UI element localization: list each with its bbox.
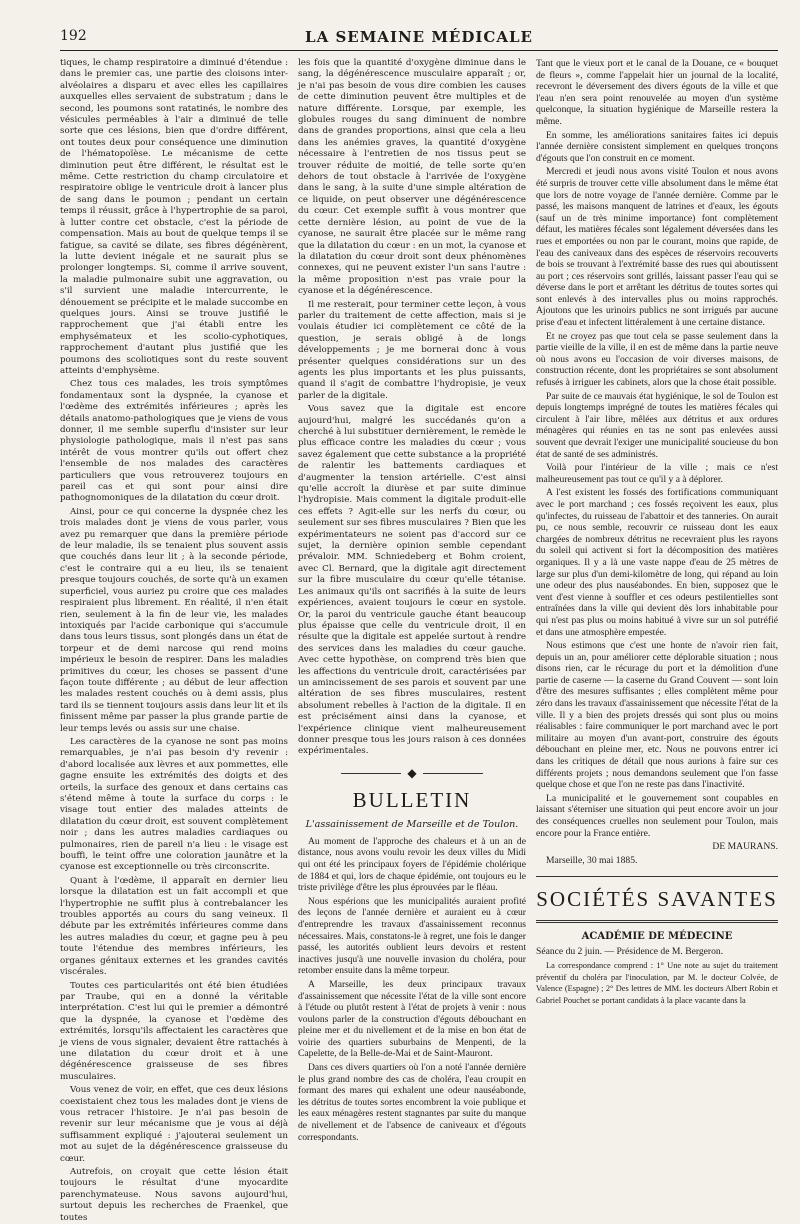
paragraph: En somme, les améliorations sanitaires faites ici depuis l'année dernière consistent simplement en quelques tronçons d'égouts que l'on construit en ce moment. (536, 129, 778, 164)
section-ornament: ◆ (298, 766, 526, 780)
bulletin-title: BULLETIN (352, 787, 472, 812)
paragraph: Vous venez de voir, en effet, que ces deux lésions coexistaient chez tous les malades dont je viens de vous retracer l'histoire. Je n'ai pas besoin de revenir sur leur mécanisme que je vous ai déjà suffisamment expliqué : j'ajouterai seulement un mot au sujet de la dégénérescence graisseuse du cœur. (60, 1085, 288, 1164)
paragraph: Toutes ces particularités ont été bien étudiées par Traube, qui en a donné la véritable interprétation. C'est lui qui le premier a démontré que la dyspnée, la cyanose et l'œdème des extrémités, lorsqu'ils affectaient les caractères que je viens de vous signaler, devaient être rattachés à une dilatation du cœur droit et à une dégénérescence graisseuse de ses fibres musculaires. (60, 980, 288, 1082)
signature: DE MAURANS. (712, 841, 778, 853)
journal-title: LA SEMAINE MÉDICALE (305, 28, 533, 46)
paragraph: tiques, le champ respiratoire a diminué d'étendue : dans le premier cas, une partie des cloisons inter-alvéolaires a disparu et avec elles les capillaires auxquelles elles servaient de substratum ; dans le second, les poumons sont ratatinés, le nombre des vésicules perméables à l'air a diminué de telle sorte que ces lésions, bien que d'ordre différent, ont toutes deux pour conséquence une diminution de l'hématopoïèse. Le mécanisme de cette diminution peut être différent, le résultat est le même. Cette restriction du champ circulatoire et respiratoire oblige le ventricule droit à lancer plus de sang dans le poumon ; pendant un certain temps il réussit, grâce à l'hypertrophie de sa paroi, à lutter contre cet obstacle, c'est la période de compensation. Mais au bout de quelque temps il se fatigue, sa cavité se dilate, ses fibres dégénèrent, la lutte devient inégale et ne saurait plus se prolonger longtemps. Si, comme il arrive souvent, la maladie pulmonaire subit une aggravation, ou s'il survient une maladie intercurrente, le dénouement se précipite et le malade succombe en quelques jours. Ainsi se trouve justifié le rapprochement que j'ai établi entre les emphysémateux et les scolio-cyphotiques, rapprochement d'autant plus justifié que les poumons des scoliotiques sont du reste souvent atteints d'emphysème. (60, 58, 288, 376)
paragraph: Et ne croyez pas que tout cela se passe seulement dans la partie vieille de la ville, il en est de même dans la partie neuve où nous avons eu l'occasion de voir diverses maisons, de construction récente, dont les propriétaires se sont absolument refusés à irriguer les cabinets, alors que la chose était possible. (536, 330, 778, 389)
paragraph: Dans ces divers quartiers où l'on a noté l'année dernière le plus grand nombre des cas de choléra, l'eau croupit en formant des mares qui exhalent une odeur nauséabonde, les détritus de toutes sortes encombrent la voie publique et les eaux ménagères restent stagnantes par suite du manque de nivellement et de l'absence de caniveaux et d'égouts correspondants. (298, 1062, 526, 1143)
column-left (60, 58, 288, 1223)
academy-heading: ACADÉMIE DE MÉDECINE (581, 931, 733, 943)
paragraph: Mercredi et jeudi nous avons visité Toulon et nous avons été surpris de trouver cette ville absolument dans le même état que lors de notre voyage de l'année dernière. Comme par le passé, les maisons manquent de latrines et d'eaux, les égouts (sauf un de très minime importance) font complètement défaut, les matières fécales sont légalement déversées dans les rues et emportées ou non par le courant, moins que rapide, de l'eau des caniveaux dans des espèces de réservoirs recouverts de bois se trouvant à l'extrémité basse des rues qui aboutissent au port ; ces réservoirs sont grillés, laissant passer l'eau qui se déverse dans le port et arrêtant les détritus de toutes sortes qui sont enlevés à des intervalles plus ou moins rapprochés. Ajoutons que les urinoirs publics ne sont irrigués par aucune prise d'eau et infectent littéralement à une certaine distance. (536, 166, 778, 329)
session-line: Séance du 2 juin. — Présidence de M. Bergeron. (536, 946, 724, 958)
paragraph: Il me resterait, pour terminer cette leçon, à vous parler du traitement de cette affection, mais si je voulais étudier ici complètement ce côté de la question, je serais obligé à de longs développements ; je me bornerai donc à vous présenter quelques considérations sur un des agents les plus importants et les plus puissants, quand il s'agit de combattre l'hydropisie, je veux parler de la digitale. (298, 299, 526, 401)
paragraph: les fois que la quantité d'oxygène diminue dans le sang, la dégénérescence musculaire apparaît ; or, je n'ai pas besoin de vous dire combien les causes de cette diminution peuvent être multiples et de nature différente. Lorsque, par exemple, les globules rouges du sang diminuent de nombre dans de grandes proportions, ainsi que cela a lieu dans les anémies graves, la quantité d'oxygène nécessaire à l'entretien de nos tissus peut se trouver réduite de moitié, de telle sorte qu'en dehors de tout obstacle à l'arrivée de l'oxygène dans le sang, à la suite d'une simple altération de ce liquide, on peut observer une dégénérescence du cœur. Cet exemple suffit à vous montrer que cette dernière lésion, au point de vue de la cyanose, ne saurait être placée sur le même rang que la dilatation du cœur : en un mot, la cyanose et la dilatation du cœur droit sont deux phénomènes connexes, qui ne peuvent exister l'un sans l'autre : la même proposition n'est pas vraie pour la cyanose et la dégénérescence. (298, 58, 526, 297)
paragraph: Par suite de ce mauvais état hygiénique, le sol de Toulon est depuis longtemps imprégné de toutes les matières fécales qui circulent à l'air libre, mêlées aux détritus et aux ordures ménagères qui réunies en tas ne sont pas enlevées aussi souvent que devrait l'exiger une municipalité soucieuse du bon état de santé de ses administrés. (536, 390, 778, 460)
paragraph: Voilà pour l'intérieur de la ville ; mais ce n'est malheureusement pas tout ce qu'il y a à déplorer. (536, 462, 778, 485)
paragraph: Quant à l'œdème, il apparaît en dernier lieu lorsque la dilatation est un fait accompli et que l'hypertrophie ne suffit plus à contrebalancer les troubles apportés au cours du sang veineux. Il débute par les extrémités inférieures comme dans les autres maladies du cœur, et gagne peu à peu toute l'étendue des membres inférieurs, les organes génitaux externes et les grandes cavités viscérales. (60, 875, 288, 978)
column-right (536, 58, 778, 1118)
paragraph: Vous savez que la digitale est encore aujourd'hui, malgré les succédanés qu'on a cherché à lui substituer dernièrement, le remède le plus efficace contre les maladies du cœur ; vous savez également que cette substance a la propriété de ralentir les battements cardiaques et d'augmenter la tension artérielle. C'est ainsi qu'elle accroît la diurèse et par suite diminue l'hydropisie. Mais comment la digitale produit-elle ces effets ? Agit-elle sur les nerfs du cœur, ou seulement sur ses fibres musculaires ? Bien que les expérimentateurs ne soient pas d'accord sur ce sujet, la dernière opinion semble cependant prévaloir. MM. Schniedeberg et Bohm croient, avec Cl. Bernard, que la digitale agit directement sur la fibre musculaire du cœur qu'elle tétanise. Les animaux qu'ils ont sacrifiés à la suite de leurs expériences, avaient toujours le cœur en systole. Or, la paroi du ventricule gauche étant beaucoup plus épaisse que celle du ventricule droit, il en résulte que la digitale est appelée surtout à rendre des services dans les maladies du cœur gauche. Avec cette hypothèse, on comprend très bien que les affections du ventricule droit, caractérisées par un amincissement de ses parois et souvent par une altération de ses fibres musculaires, restent absolument rebelles à l'action de la digitale. Il en est précisément ainsi dans la cyanose, et l'expérience clinique vient malheureusement donner presque tous les jours raison à ces données expérimentales. (298, 404, 526, 757)
paragraph: Tant que le vieux port et le canal de la Douane, ce « bouquet de fleurs », comme l'appelait hier un journal de la localité, recevront le déversement des divers égouts de la ville et que l'eau n'en sera point renouvelée au moyen d'un système quelconque, la situation hygiénique de Marseille restera la même. (536, 58, 778, 127)
header-rule (60, 50, 778, 51)
paragraph: Nous espérions que les municipalités auraient profité des leçons de l'année dernière et auraient eu à cœur d'entreprendre les travaux d'assainissement reconnus nécessaires. Mais, constatons-le à regret, une fois le danger passé, les autorités oublient leurs devoirs et restent inactives jusqu'à une nouvelle invasion du choléra, pour retomber ensuite dans la même torpeur. (298, 895, 526, 977)
paragraph: La municipalité et le gouvernement sont coupables en laissant s'éterniser une situation qui peut encore avoir un jour des conséquences cruelles non seulement pour Toulon, mais encore pour la France entière. (536, 792, 778, 839)
paragraph: Ainsi, pour ce qui concerne la dyspnée chez les trois malades dont je viens de vous parler, vous avez pu remarquer que dans la première période de leur maladie, ils se tenaient plus souvent assis que couchés dans leur lit ; à la seconde période, c'est le contraire qui a eu lieu, ils se tenaient presque toujours couchés, de sorte qu'à un examen superficiel, vous auriez pu croire que ces malades respiraient plus librement. En réalité, il n'en était rien, seulement à la fin de leur vie, les malades intoxiqués par l'acide carbonique qui s'accumule dans tous leurs tissus, sont plongés dans un état de torpeur et de demi narcose qui rend moins impérieux le besoin de respirer. Dans les maladies primitives du cœur, les choses se passent d'une façon toute différente ; au début de leur affection les malades restent couchés ou à demi assis, plus tard ils se tiennent toujours assis dans leur lit et ils finissent même par passer la plus grande partie de leur temps levés ou assis sur une chaise. (60, 506, 288, 734)
paragraph: Chez tous ces malades, les trois symptômes fondamentaux sont la dyspnée, la cyanose et l'œdème des extrémités inférieures ; après les détails anatomo-pathologiques que je viens de vous donner, il me semble superflu d'insister sur leur physiologie pathologique, mais il n'est pas sans intérêt de vous montrer qu'ils out offert chez l'ensemble de nos malades des caractères particuliers que vous retrouverez toujours en pareil cas et qui sont pour ainsi dire pathognomoniques de la dilatation du cœur droit. (60, 379, 288, 504)
paragraph: Autrefois, on croyait que cette lésion était toujours le résultat d'une myocardite parenchymateuse. Nous savons aujourd'hui, surtout depuis les recherches de Fraenkel, que toutes (60, 1167, 288, 1223)
societes-header (536, 876, 778, 923)
bulletin-subtitle: L'assainissement de Marseille et de Toulon. (305, 818, 519, 830)
societes-title: SOCIÉTÉS SAVANTES (536, 887, 778, 912)
dateline: Marseille, 30 mai 1885. (546, 854, 638, 866)
paragraph: Les caractères de la cyanose ne sont pas moins remarquables, je n'ai pas besoin d'y revenir : d'abord localisée aux lèvres et aux pommettes, elle gagne ensuite les extrémités des doigts et des orteils, la surface des genoux et dans certains cas s'étend même à toute la surface du corps : le visage tout entier des malades atteints de dilatation du cœur droit, est souvent complètement noir ; dans les autres maladies cardiaques ou pulmonaires, rien de pareil n'a lieu : le visage est bouffi, le teint offre une coloration jaunâtre et la cyanose est exceptionnelle ou très circonscrite. (60, 736, 288, 873)
paragraph: La correspondance comprend : 1° Une note au sujet du traitement préventif du choléra par l'inoculation, par M. le docteur Colvée, de Valence (Espagne) ; 2° Des lettres de MM. les docteurs Albert Robin et Gabriel Pouchet se portant candidats à la place vacante dans la (536, 960, 778, 1005)
paragraph: A Marseille, les deux principaux travaux d'assainissement que nécessite l'état de la ville sont encore à l'étude ou plutôt restent à l'état de projets à venir : nous voulons parler de la construction d'égouts débouchant en pleine mer et du nivellement et de la mise en bon état de voirie des quartiers suburbains de Menpenti, de la Capelette, de la Belle-de-Mai et de Saint-Mauront. (298, 978, 526, 1060)
page-number: 192 (60, 28, 87, 44)
paragraph: Nous estimons que c'est une honte de n'avoir rien fait, depuis un an, pour améliorer cette déplorable situation ; nous disons rien, car le récurage du port et la démolition d'une partie de caserne — la caserne du Grand Couvent — sont loin d'être des mesures suffisantes ; elles complètent même pour zéro dans les travaux d'assainissement que nécessite l'état de la ville. Il y a bien des projets dressés qui sont plus ou moins réalisables : faire communiquer le port marchand avec le port militaire au moyen d'un avant-port, construire des égouts débouchant en pleine mer, etc. Nous ne pouvons entrer ici dans les critiques de détail que nous aurions à faire sur ces différents projets ; nous demandons seulement que l'on fasse quelque chose et que l'on ne reste pas dans l'inactivité. (536, 640, 778, 791)
paragraph: A l'est existent les fossés des fortifications communiquant avec le port marchand ; ces fossés reçoivent les eaux, plus qu'infectes, du ruisseau de l'abattoir et des tanneries. On aurait pu, ce nous semble, recouvrir ce ruisseau dont les eaux chargées de nombreux détritus ne recevraient plus les rayons du soleil qui activent si fort la décomposition des matières organiques. Il y a là une vaste nappe d'eau de 25 mètres de large sur plus d'un demi-kilomètre de long, qui répand au loin une odeur des plus nauséabondes. En bien, supposez que le vent d'est vienne à souffler et ces odeurs pestilentielles sont entraînées dans la ville qui devient dès lors inhabitable pour qui n'est pas plus ou moins habitué à vivre sur un sol putréfié et dans une atmosphère empestée. (536, 487, 778, 638)
page-header (60, 28, 778, 48)
column-middle (298, 58, 526, 1143)
paragraph: Au moment de l'approche des chaleurs et à un an de distance, nous avons voulu revoir les deux villes du Midi qui ont été les principaux foyers de l'épidémie cholérique de 1884 et qui, lors de chaque épidémie, ont toujours eu le triste privilège d'être les plus éprouvées par le fléau. (298, 835, 526, 894)
